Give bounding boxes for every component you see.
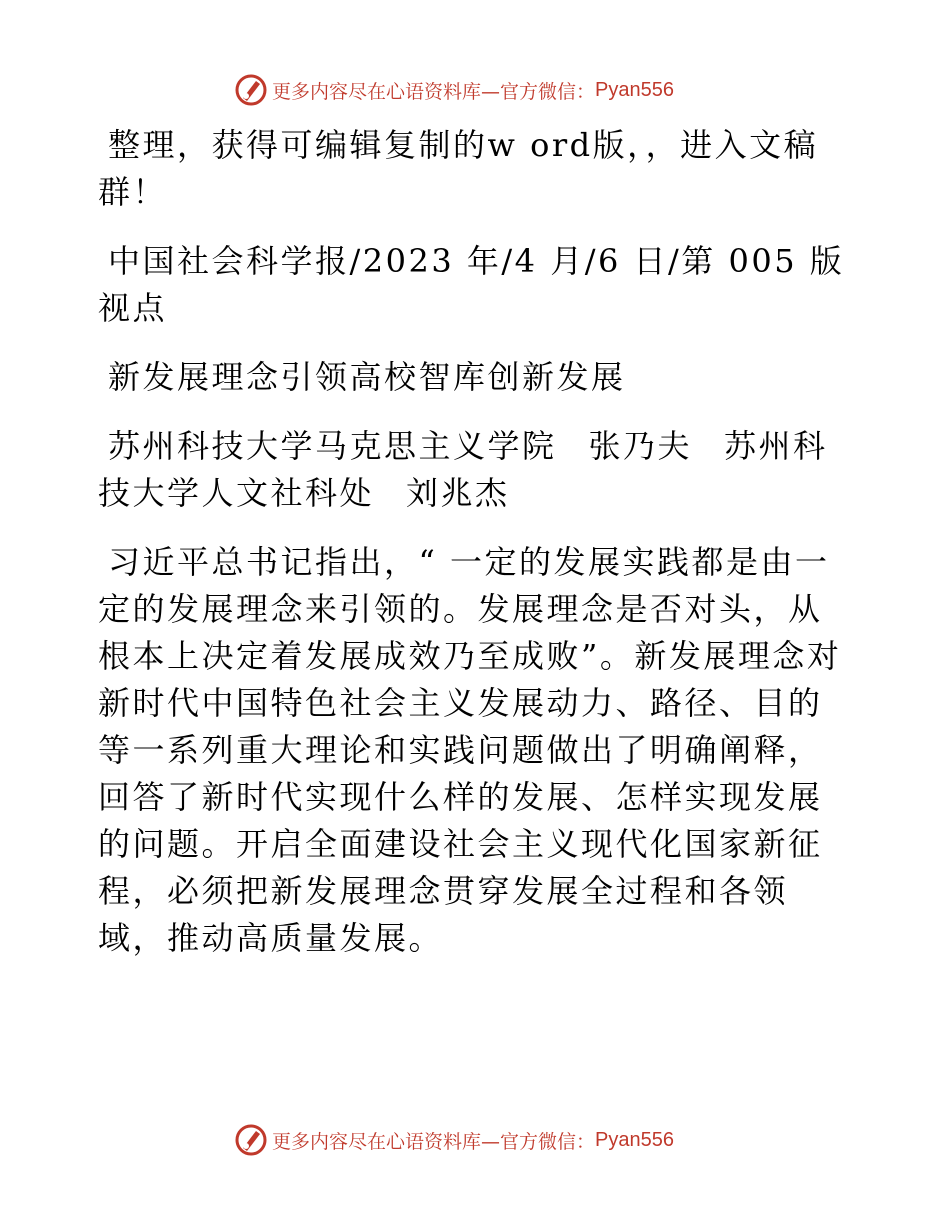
red-pen-logo-icon [234,1123,268,1157]
watermark-wechat-id: Pyan556 [595,78,674,101]
author-affiliation-2: 苏州科技大学人文社科处 [98,427,828,512]
watermark-header [234,72,674,108]
watermark-wechat-id: Pyan556 [595,1128,674,1151]
source-line: 中国社会科学报/2023 年/4 月/6 日/第 005 版视点 [98,242,845,327]
author-name-2: 刘兆杰 [406,474,510,512]
author-affiliation-1: 苏州科技大学马克思主义学院 [108,427,557,465]
author-line [98,423,850,517]
intro-paragraph: 整理，获得可编辑复制的w ord版，，进入文稿群！ [98,126,819,211]
watermark-footer [234,1122,674,1158]
document-body [98,122,850,984]
author-name-1: 张乃夫 [588,427,693,465]
red-pen-logo-icon [234,73,268,107]
watermark-text: 更多内容尽在心语资料库—官方微信： [272,1130,596,1153]
body-paragraph: 习近平总书记指出，“ 一定的发展实践都是由一定的发展理念来引领的。发展理念是否对头，从根本上决定着发展成效乃至成败”。新发展理念对新时代中国特色社会主义发展动力、路径、目的等一系列重大理论和实践问题做出了明确阐释，回答了新时代实现什么样的发展、怎样实现发展的问题。开启全面建设社会主义现代化国家新征程，必须把新发展理念贯穿发展全过程和各领域，推动高质量发展。 [98,543,842,957]
watermark-text: 更多内容尽在心语资料库—官方微信： [272,80,596,103]
article-title: 新发展理念引领高校智库创新发展 [108,358,626,396]
